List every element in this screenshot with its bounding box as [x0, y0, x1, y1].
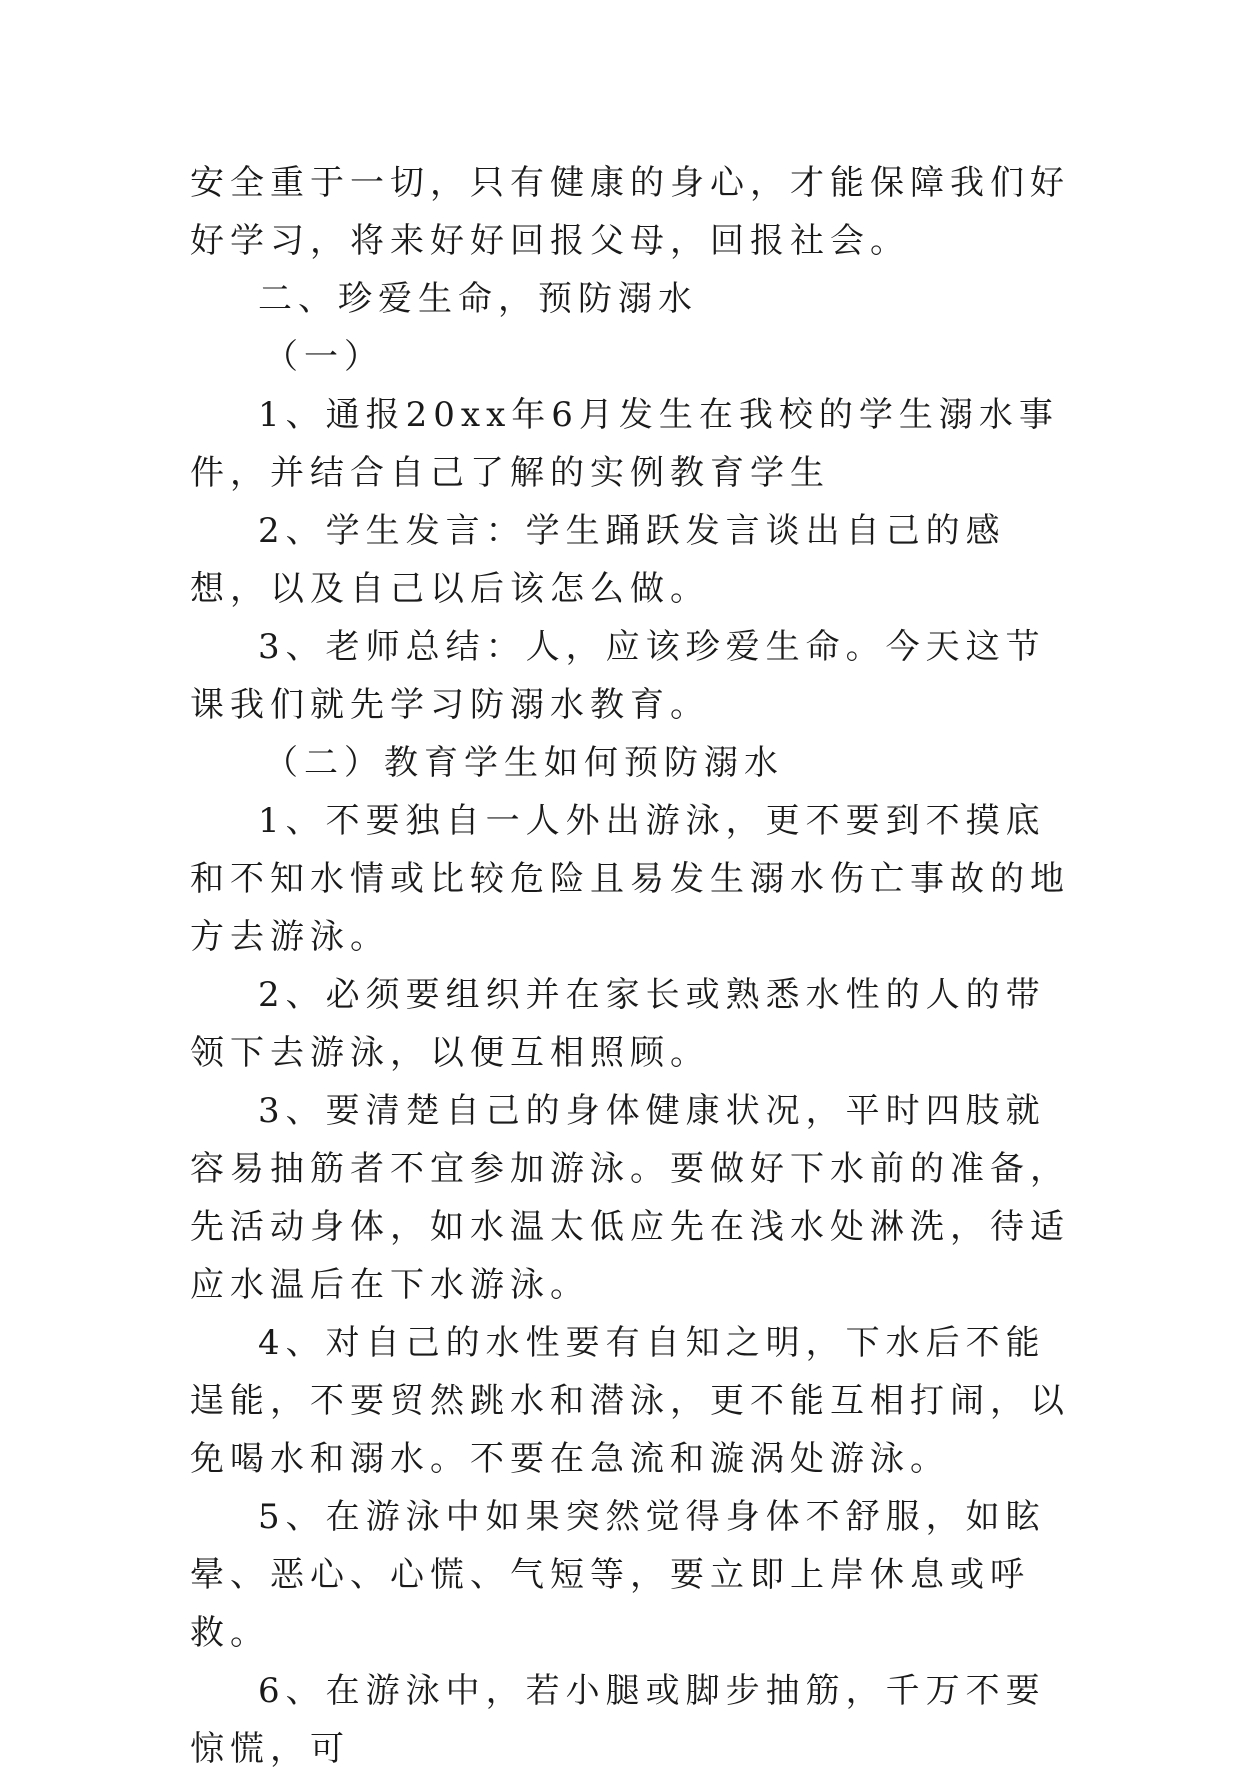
list-item-no-solo-swimming: 1、不要独自一人外出游泳，更不要到不摸底和不知水情或比较危险且易发生溺水伤亡事故的地方去游泳。: [190, 801, 1070, 957]
subsection-marker-one: （一）: [264, 337, 384, 377]
list-item-health-preparation: 3、要清楚自己的身体健康状况，平时四肢就容易抽筋者不宜参加游泳。要做好下水前的准备，先活动身体，如水温太低应先在浅水处淋洗，待适应水温后在下水游泳。: [190, 1091, 1070, 1305]
list-item-student-speech: 2、学生发言：学生踊跃发言谈出自己的感想，以及自己以后该怎么做。: [190, 511, 1006, 609]
list-item-cramps: 6、在游泳中，若小腿或脚步抽筋，千万不要惊慌，可: [190, 1671, 1046, 1769]
list-item-report-incident: 1、通报20xx年6月发生在我校的学生溺水事件，并结合自己了解的实例教育学生: [190, 395, 1059, 493]
list-item-organized-swimming: 2、必须要组织并在家长或熟悉水性的人的带领下去游泳，以便互相照顾。: [190, 975, 1046, 1073]
list-item-feeling-unwell: 5、在游泳中如果突然觉得身体不舒服，如眩晕、恶心、心慌、气短等，要立即上岸休息或呼救。: [190, 1497, 1046, 1653]
list-item-know-limits: 4、对自己的水性要有自知之明，下水后不能逞能，不要贸然跳水和潜泳，更不能互相打闹，以免喝水和溺水。不要在急流和漩涡处游泳。: [190, 1323, 1070, 1479]
list-item-teacher-summary: 3、老师总结：人，应该珍爱生命。今天这节课我们就先学习防溺水教育。: [190, 627, 1046, 725]
section-heading-prevent-drowning: 二、珍爱生命，预防溺水: [258, 279, 698, 319]
subsection-heading-how-to-prevent: （二）教育学生如何预防溺水: [264, 743, 784, 783]
paragraph-safety-first: 安全重于一切，只有健康的身心，才能保障我们好好学习，将来好好回报父母，回报社会。: [190, 163, 1070, 261]
document-body: [190, 154, 1070, 1778]
